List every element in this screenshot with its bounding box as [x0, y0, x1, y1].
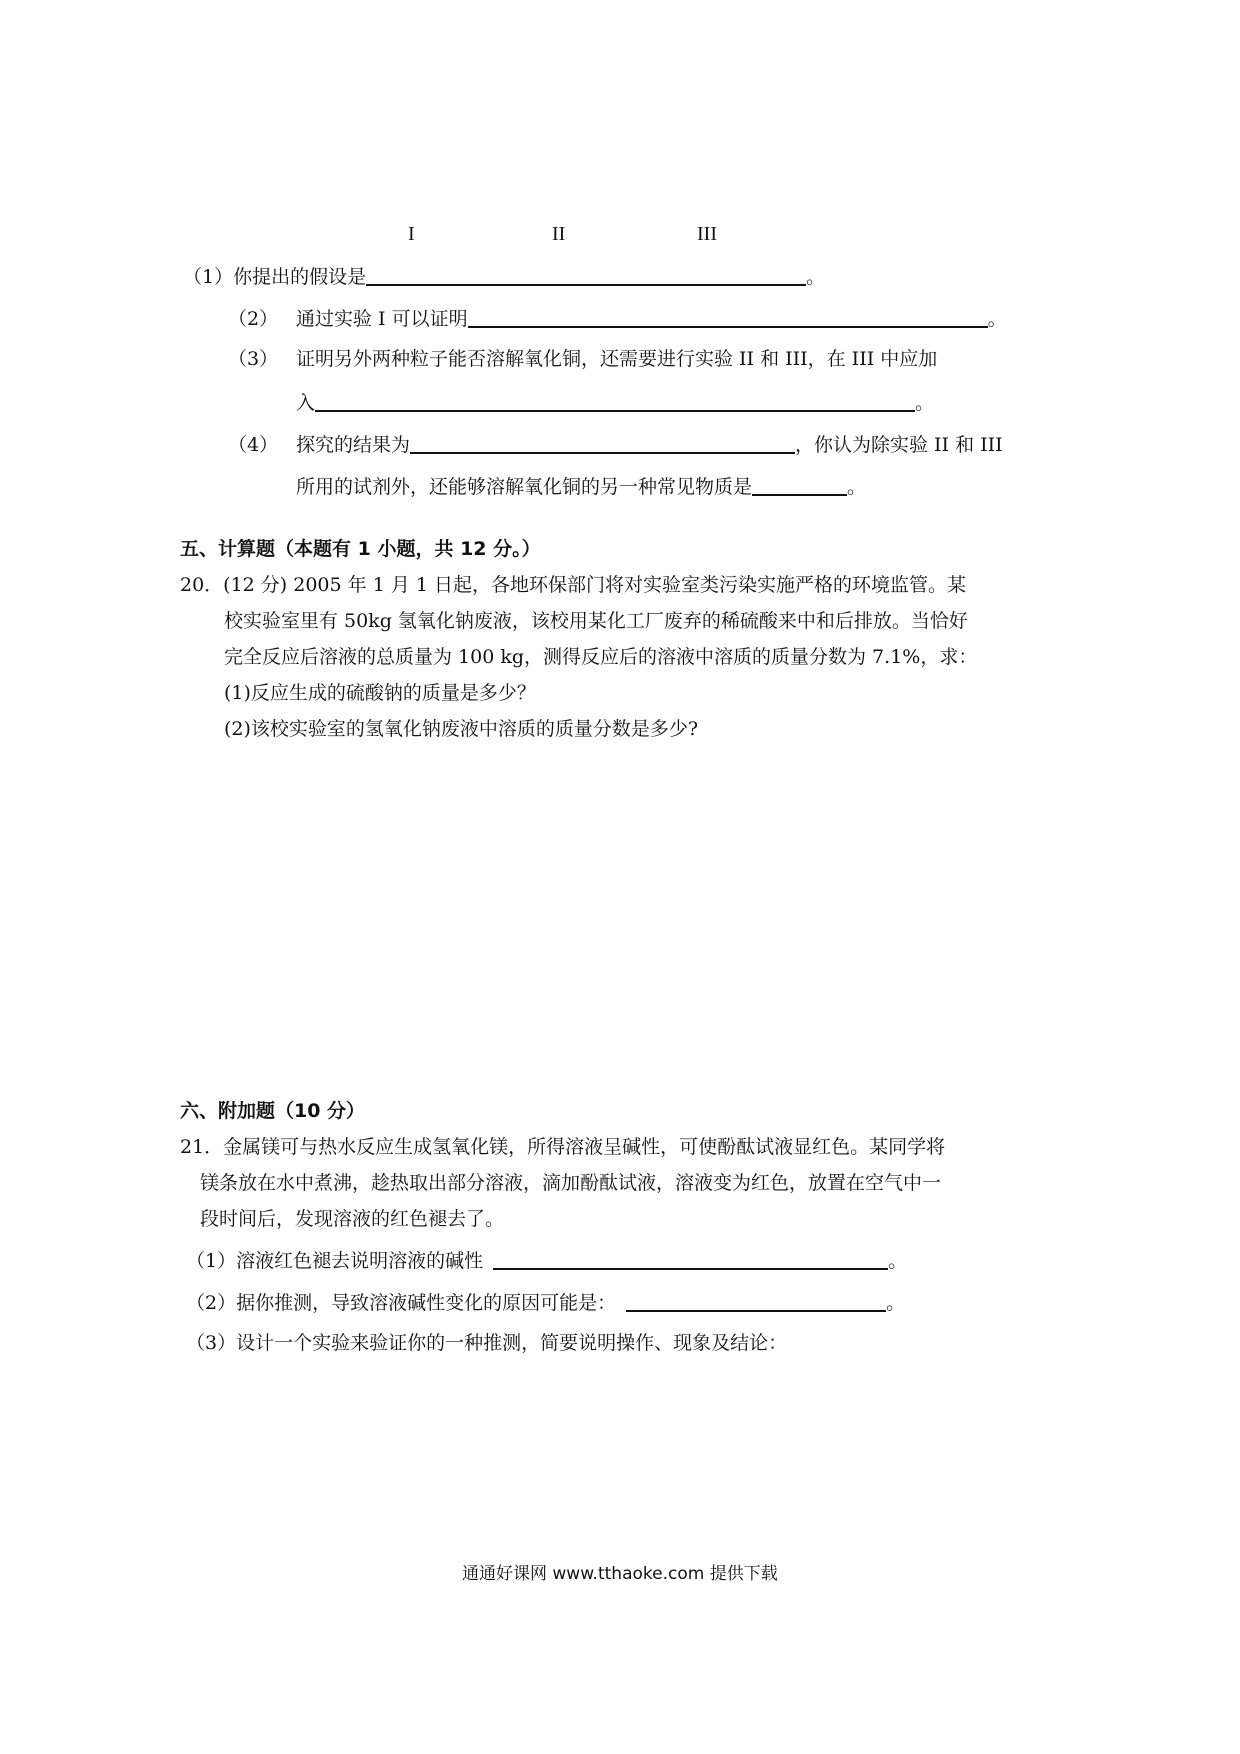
- q19-part1: [183, 264, 825, 289]
- q21-sub1-suffix: 。: [888, 1250, 908, 1272]
- q21-sub2-blank: [626, 1290, 886, 1312]
- footer-text: 通通好课网 www.tthaoke.com 提供下载: [462, 1564, 778, 1584]
- q21-sub1: [186, 1248, 907, 1273]
- figure-label-3: III: [697, 223, 717, 245]
- section5-title: 五、计算题（本题有 1 小题，共 12 分。）: [180, 538, 541, 560]
- q21-line2: 镁条放在水中煮沸，趁热取出部分溶液，滴加酚酞试液，溶液变为红色，放置在空气中一: [200, 1172, 942, 1194]
- q21-line1: 21．金属镁可与热水反应生成氢氧化镁，所得溶液呈碱性，可使酚酞试液显红色。某同学将: [180, 1136, 946, 1158]
- q20-line1: 20．(12 分) 2005 年 1 月 1 日起，各地环保部门将对实验室类污染实施严格的环境监管。某: [180, 574, 966, 596]
- q19-part1-suffix: 。: [806, 266, 826, 288]
- q19-part4-line2: [296, 474, 866, 499]
- q19-part4-mid: ，你认为除实验 II 和 III: [795, 434, 1003, 456]
- q20-line3: 完全反应后溶液的总质量为 100 kg，测得反应后的溶液中溶质的质量分数为 7.1%，求：: [224, 646, 978, 668]
- q21-line3: 段时间后，发现溶液的红色褪去了。: [200, 1208, 505, 1230]
- q19-part2-suffix: 。: [987, 308, 1007, 330]
- q21-sub2: [186, 1290, 905, 1315]
- q21-sub3: （3）设计一个实验来验证你的一种推测，简要说明操作、现象及结论：: [186, 1332, 788, 1354]
- q19-part4-blank: [410, 432, 795, 454]
- q20-sub1: (1)反应生成的硫酸钠的质量是多少？: [224, 682, 536, 704]
- q19-part2: [228, 306, 1007, 331]
- q19-part2-num: （2）: [228, 308, 279, 330]
- q19-part2-text: 通过实验 I 可以证明: [296, 308, 468, 330]
- figure-label-2: II: [552, 223, 566, 245]
- q19-part1-prefix: （1）你提出的假设是: [183, 266, 367, 288]
- q19-part3-line1: [228, 348, 937, 371]
- q21-sub1-blank: [493, 1248, 888, 1270]
- q19-part3-suffix: 。: [915, 392, 935, 414]
- q21-sub2-text: （2）据你推测，导致溶液碱性变化的原因可能是：: [186, 1292, 617, 1314]
- q19-part3-blank: [315, 390, 915, 412]
- q19-part4-blank-2: [752, 474, 847, 496]
- q19-part3-line2: [296, 390, 934, 415]
- q19-part4-num: （4）: [228, 434, 279, 456]
- q20-sub2: (2)该校实验室的氢氧化钠废液中溶质的质量分数是多少?: [224, 718, 699, 740]
- q19-part3-text-2: 入: [296, 392, 316, 414]
- q19-part4-suffix: 。: [847, 476, 867, 498]
- q19-part4-line1: [228, 432, 1003, 457]
- figure-label-1: I: [408, 223, 415, 245]
- q21-sub1-text: （1）溶液红色褪去说明溶液的碱性: [186, 1250, 484, 1272]
- q20-line2: 校实验室里有 50kg 氢氧化钠废液，该校用某化工厂废弃的稀硫酸来中和后排放。当恰好: [224, 610, 968, 632]
- q19-part3-text: 证明另外两种粒子能否溶解氧化铜，还需要进行实验 II 和 III，在 III 中应加: [296, 348, 938, 370]
- section6-title: 六、附加题（10 分）: [180, 1100, 366, 1122]
- q21-sub2-suffix: 。: [886, 1292, 906, 1314]
- q19-part4-text: 探究的结果为: [296, 434, 411, 456]
- q19-part4-text-2: 所用的试剂外，还能够溶解氧化铜的另一种常见物质是: [296, 476, 753, 498]
- q19-part1-blank: [366, 264, 806, 286]
- q19-part2-blank: [468, 306, 988, 328]
- q19-part3-num: （3）: [228, 348, 279, 370]
